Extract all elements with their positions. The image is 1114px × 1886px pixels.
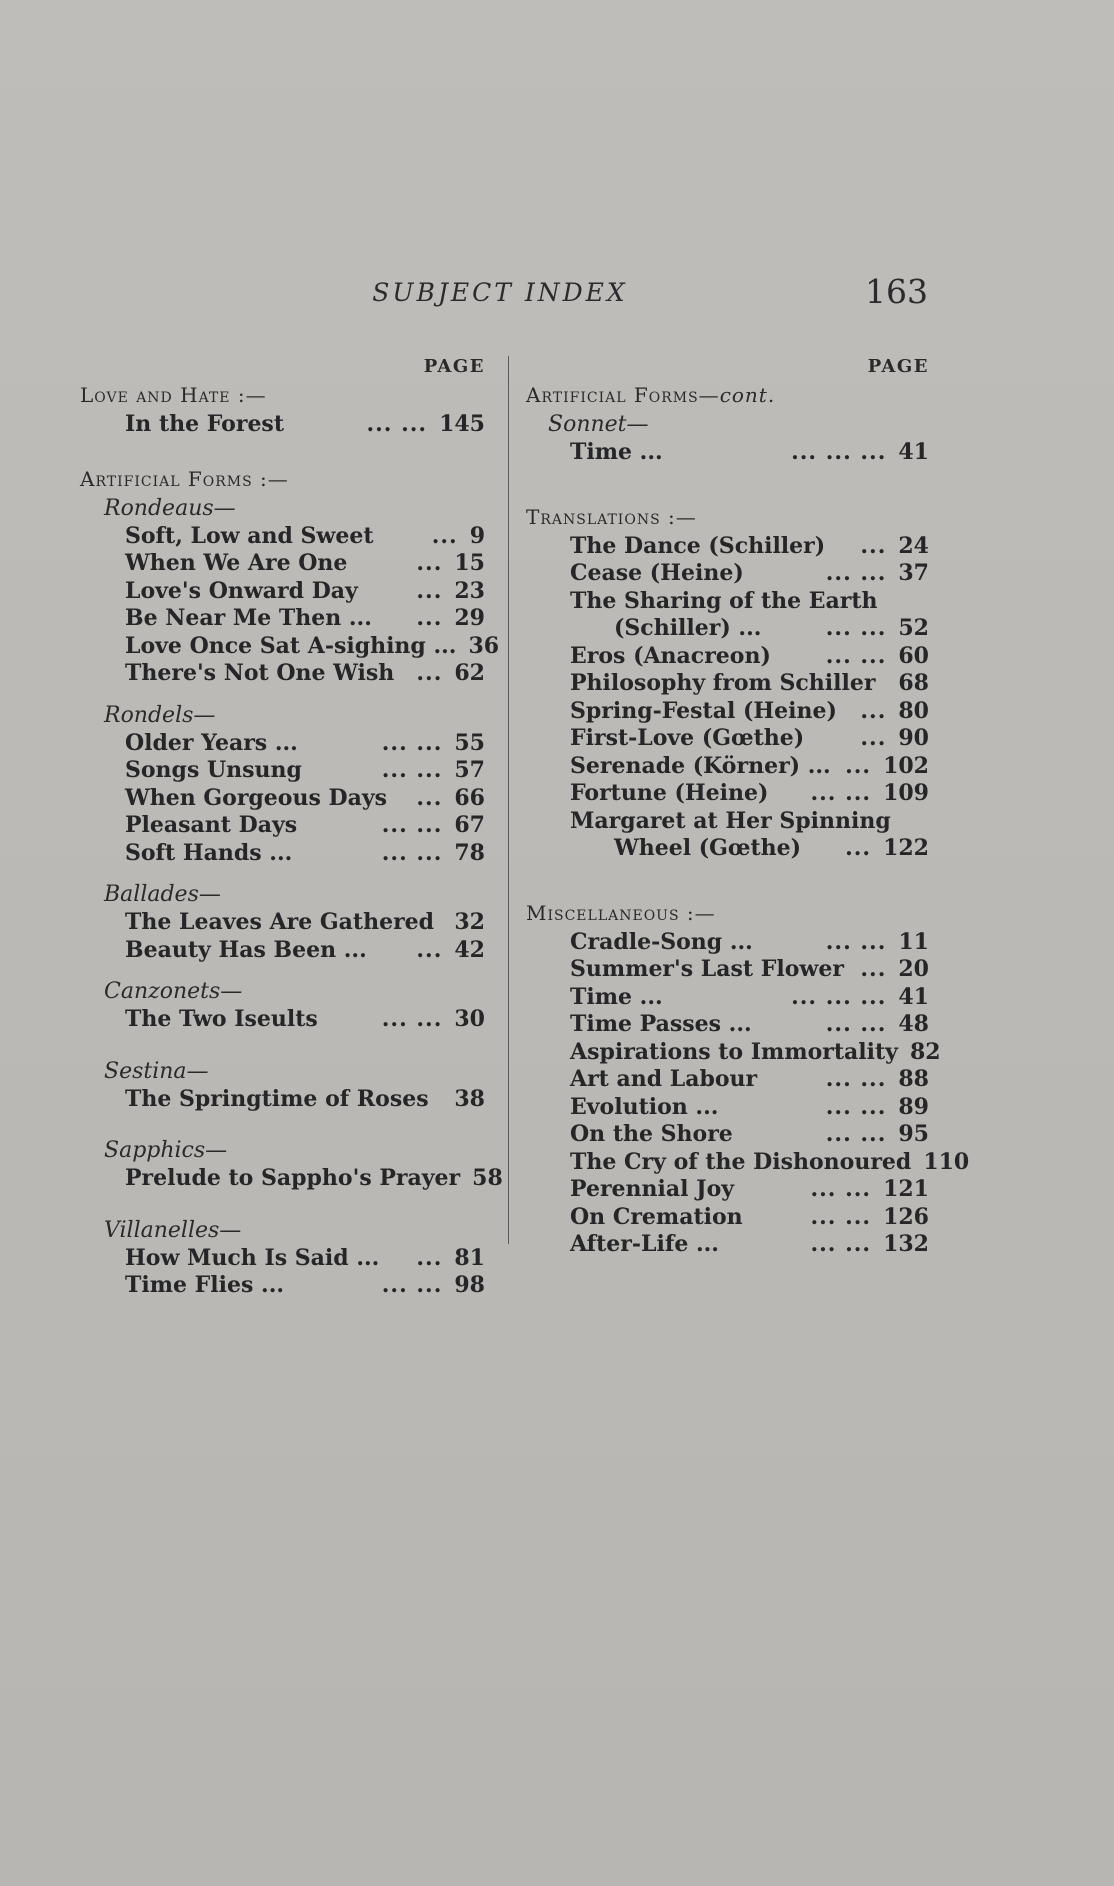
entry-page [911, 1149, 969, 1177]
entry-title: Eros (Anacreon) [570, 642, 771, 669]
entry-leader-dots: ... [416, 784, 443, 811]
index-entry [80, 730, 485, 758]
entry-page [432, 523, 485, 551]
entry-leader-dots: ... [431, 522, 458, 549]
index-entry [80, 605, 485, 633]
entry-leader-dots: ... ... [825, 615, 887, 641]
index-entry [80, 550, 485, 578]
entry-page-number: 30 [454, 1006, 485, 1032]
entry-page-number: 66 [454, 784, 485, 811]
entry-leader-dots: ... ... [810, 780, 872, 806]
index-entry [526, 698, 929, 726]
entry-page-number: 42 [454, 936, 485, 963]
entry-title: Art and Labour [570, 1066, 758, 1092]
index-entry [80, 1006, 485, 1034]
entry-title: Soft Hands ... [125, 839, 293, 866]
index-entry [80, 757, 485, 785]
entry-page-number: 132 [883, 1231, 929, 1257]
entry-leader-dots: ... [860, 725, 887, 751]
entry-page [382, 730, 485, 758]
index-entry [526, 643, 929, 671]
index-entry [526, 956, 929, 984]
entry-leader-dots: ... ... [381, 812, 443, 838]
entry-page [898, 1039, 941, 1067]
entry-title: Time Flies ... [125, 1272, 285, 1298]
section-heading-artificial-forms: Artificial Forms :— [80, 466, 289, 491]
entry-leader-dots: ... [860, 532, 887, 559]
entry-page-number: 89 [898, 1093, 929, 1120]
entry-title: Philosophy from Schiller [570, 670, 876, 696]
entry-page [860, 956, 929, 984]
entry-leader-dots: ... [416, 577, 443, 604]
entry-page-number: 88 [898, 1066, 929, 1092]
entry-leader-dots: ... ... [825, 1121, 887, 1147]
entry-page-number: 29 [454, 605, 485, 631]
entry-page-number: 98 [454, 1272, 485, 1298]
page-column-label: PAGE [867, 356, 929, 377]
index-entry [80, 909, 485, 937]
entry-title: Be Near Me Then ... [125, 605, 372, 631]
index-entry [526, 1204, 929, 1232]
page-number: 163 [865, 272, 928, 311]
entry-page-number: 67 [454, 812, 485, 838]
entry-page-number: 102 [883, 752, 929, 779]
index-entry [526, 984, 929, 1012]
subsection-rondels: Rondels— [104, 702, 216, 728]
entry-title: When Gorgeous Days [125, 784, 388, 811]
index-entry [526, 670, 929, 698]
page-column-label: PAGE [423, 356, 485, 377]
subsection-sapphics: Sapphics— [104, 1138, 228, 1163]
entry-leader-dots: ... ... [825, 560, 887, 586]
entry-page [416, 937, 485, 965]
entry-leader-dots: ... [845, 835, 872, 861]
entry-page-number: 60 [898, 642, 929, 669]
entry-page [456, 633, 499, 661]
entry-title: Fortune (Heine) [570, 780, 769, 806]
translations-entries [526, 533, 929, 863]
entry-leader-dots: ... [416, 936, 443, 963]
entry-leader-dots: ... ... [381, 1006, 443, 1032]
entry-leader-dots: ... [860, 956, 887, 982]
index-entry [80, 1245, 485, 1273]
index-entry [526, 1011, 929, 1039]
entry-page [826, 1011, 929, 1039]
entry-leader-dots: ... ... [381, 757, 443, 783]
miscellaneous-entries [526, 928, 970, 1259]
entry-title: (Schiller) ... [614, 615, 762, 641]
entry-page-number: 80 [898, 697, 929, 724]
section-heading-text: Artificial Forms— [526, 383, 720, 407]
index-entry [80, 523, 485, 551]
entry-page [366, 411, 485, 439]
entry-title: First-Love (Gœthe) [570, 725, 805, 751]
entry-leader-dots: ... ... [366, 411, 428, 437]
entry-page-number: 38 [454, 1085, 485, 1112]
entry-page [886, 670, 929, 698]
entry-title: On the Shore [570, 1121, 733, 1147]
entry-title: In the Forest [125, 411, 284, 437]
entry-title: Cease (Heine) [570, 560, 744, 586]
entry-title: Beauty Has Been ... [125, 936, 367, 963]
subsection-ballades: Ballades— [104, 882, 221, 907]
index-entry [80, 1272, 485, 1300]
entry-title: Serenade (Körner) ... [570, 752, 831, 779]
entry-page [826, 1121, 929, 1149]
entry-leader-dots: ... ... [381, 839, 443, 866]
entry-page [826, 929, 929, 957]
column-divider [508, 356, 509, 1244]
entry-leader-dots: ... ... [825, 928, 887, 955]
entry-page [810, 1231, 929, 1259]
entry-page [460, 1165, 503, 1193]
index-entry [526, 439, 929, 467]
index-entry [80, 411, 485, 439]
entry-page [416, 785, 485, 813]
index-entry [80, 1086, 485, 1114]
index-entry [526, 753, 929, 781]
index-entry [526, 560, 929, 588]
sapphics-entries [80, 1165, 503, 1193]
entry-leader-dots: ... ... [381, 729, 443, 756]
entry-title: The Cry of the Dishonoured [570, 1148, 912, 1175]
entry-title: Perennial Joy [570, 1176, 735, 1202]
entry-page [860, 533, 929, 561]
canzonets-entries [80, 1006, 485, 1034]
entry-page [845, 753, 929, 781]
rondels-entries [80, 730, 485, 868]
entry-page [442, 909, 485, 937]
section-heading-love-and-hate: Love and Hate :— [80, 383, 267, 407]
entry-title: Time ... [570, 983, 663, 1010]
entry-page-number: 109 [883, 780, 929, 806]
rondeaus-entries [80, 522, 500, 688]
entry-page [382, 1272, 485, 1300]
entry-page [826, 615, 929, 643]
entry-page-number: 62 [454, 660, 485, 686]
entry-page-number: 52 [898, 615, 929, 641]
entry-page [845, 835, 929, 863]
entry-title: When We Are One [125, 550, 348, 576]
entry-title: Time ... [570, 439, 663, 465]
entry-title: After-Life ... [570, 1231, 719, 1257]
index-entry [526, 1121, 929, 1149]
index-entry [80, 812, 485, 840]
entry-leader-dots: ... ... [825, 1011, 887, 1037]
entry-page-number: 23 [454, 577, 485, 604]
index-entry [80, 840, 485, 868]
entry-title: The Sharing of the Earth [570, 587, 878, 614]
entry-page-number: 9 [469, 522, 485, 549]
entry-page-number: 81 [454, 1244, 485, 1271]
entry-page-number: 82 [909, 1038, 941, 1065]
entry-page [442, 1086, 485, 1114]
section-heading-miscellaneous: Miscellaneous :— [526, 900, 716, 925]
entry-leader-dots: ... ... [810, 1231, 872, 1257]
index-entry [526, 615, 929, 643]
entry-page [810, 780, 929, 808]
right-column [526, 355, 970, 1259]
subsection-villanelles: Villanelles— [104, 1217, 242, 1243]
entry-page [382, 840, 485, 868]
entry-title: Soft, Low and Sweet [125, 522, 374, 549]
index-entry [526, 1094, 929, 1122]
villanelles-entries [80, 1245, 485, 1300]
entry-leader-dots: ... ... ... [791, 439, 887, 465]
entry-page [860, 725, 929, 753]
running-header-title: SUBJECT INDEX [372, 278, 628, 307]
entry-page [826, 643, 929, 671]
entry-title: Summer's Last Flower [570, 956, 844, 982]
index-entry [80, 1165, 503, 1193]
entry-page [810, 1204, 929, 1232]
entry-page-number: 24 [898, 532, 929, 559]
entry-page [810, 1176, 929, 1204]
subsection-rondeaus: Rondeaus— [104, 495, 236, 521]
index-entry [80, 937, 485, 965]
entry-page-number: 36 [468, 632, 500, 659]
subsection-sestina: Sestina— [104, 1058, 209, 1084]
entry-title: Prelude to Sappho's Prayer [125, 1165, 461, 1191]
entry-page-number: 32 [454, 909, 485, 935]
entry-leader-dots: ... [416, 1244, 443, 1271]
entry-page-number: 15 [454, 550, 485, 576]
entry-page [791, 984, 929, 1012]
section-heading-artificial-forms-cont [526, 379, 929, 411]
entry-leader-dots: ... ... ... [791, 983, 887, 1010]
entry-title: Love's Onward Day [125, 577, 358, 604]
entry-leader-dots: ... ... [825, 1093, 887, 1120]
entry-page [917, 588, 929, 616]
ballades-entries [80, 909, 485, 964]
entry-title: The Springtime of Roses [125, 1085, 429, 1112]
entry-page-number: 11 [898, 928, 929, 955]
entry-title: Evolution ... [570, 1093, 719, 1120]
entry-title: Songs Unsung [125, 757, 302, 783]
entry-title: The Two Iseults [125, 1006, 318, 1032]
entry-page-number: 48 [898, 1011, 929, 1037]
entry-page [382, 812, 485, 840]
entry-title: How Much Is Said ... [125, 1244, 380, 1271]
entry-leader-dots: ... ... [810, 1203, 872, 1230]
index-entry [526, 835, 929, 863]
entry-leader-dots: ... [416, 660, 443, 686]
entry-title: Older Years ... [125, 729, 298, 756]
entry-page [826, 1066, 929, 1094]
index-entry [526, 588, 929, 616]
entry-page-number: 126 [883, 1203, 929, 1230]
subsection-canzonets: Canzonets— [104, 979, 243, 1004]
entry-leader-dots: ... ... [810, 1176, 872, 1202]
entry-page [826, 560, 929, 588]
entry-page-number: 145 [439, 411, 485, 437]
index-entry [526, 533, 929, 561]
index-entry [80, 660, 485, 688]
entry-page-number: 57 [454, 757, 485, 783]
entry-page [416, 578, 485, 606]
entry-leader-dots: ... ... [825, 1066, 887, 1092]
entry-page-number: 55 [454, 729, 485, 756]
entry-page-number: 41 [898, 439, 929, 465]
entry-title: Pleasant Days [125, 812, 298, 838]
section-heading-translations: Translations :— [526, 504, 697, 529]
entry-page-number: 95 [898, 1121, 929, 1147]
entry-leader-dots: ... ... [381, 1272, 443, 1298]
entry-page [382, 757, 485, 785]
entry-title: Spring-Festal (Heine) [570, 697, 837, 724]
section-heading-cont: cont. [719, 383, 776, 407]
entry-leader-dots: ... [860, 697, 887, 724]
entry-page-number: 90 [898, 725, 929, 751]
entry-page [416, 660, 485, 688]
index-entry [526, 1148, 970, 1177]
index-entry [80, 785, 485, 813]
entry-title: The Dance (Schiller) [570, 532, 826, 559]
entry-page [917, 808, 929, 836]
love-and-hate-entries [80, 411, 485, 439]
index-entry [80, 632, 500, 661]
entry-page [382, 1006, 485, 1034]
subsection-sonnet: Sonnet— [548, 412, 649, 437]
index-entry [526, 1176, 929, 1204]
sestina-entries [80, 1086, 485, 1114]
entry-leader-dots: ... [416, 605, 443, 631]
entry-title: Aspirations to Immortality [570, 1038, 898, 1065]
entry-page [416, 1245, 485, 1273]
entry-leader-dots: ... [416, 550, 443, 576]
entry-page-number: 122 [883, 835, 929, 861]
entry-leader-dots: ... [845, 752, 872, 779]
index-entry [526, 929, 929, 957]
entry-title: On Cremation [570, 1203, 743, 1230]
entry-title: Time Passes ... [570, 1011, 752, 1037]
entry-title: Margaret at Her Spinning [570, 807, 891, 834]
index-entry [526, 725, 929, 753]
entry-page-number: 121 [883, 1176, 929, 1202]
entry-page-number: 110 [923, 1148, 970, 1175]
index-entry [526, 1231, 929, 1259]
entry-page-number: 41 [898, 983, 929, 1010]
entry-page [416, 605, 485, 633]
entry-page [416, 550, 485, 578]
sonnet-entries [526, 439, 929, 467]
index-entry [526, 780, 929, 808]
entry-title: Love Once Sat A-sighing ... [125, 632, 457, 659]
entry-page [826, 1094, 929, 1122]
entry-title: The Leaves Are Gathered [125, 909, 435, 935]
entry-page-number: 37 [898, 560, 929, 586]
entry-page-number: 78 [454, 839, 485, 866]
entry-title: Cradle-Song ... [570, 928, 753, 955]
index-entry [526, 1038, 941, 1067]
entry-leader-dots: ... ... [825, 642, 887, 669]
entry-title: There's Not One Wish [125, 660, 395, 686]
entry-page-number: 20 [898, 956, 929, 982]
index-entry [526, 1066, 929, 1094]
entry-page [860, 698, 929, 726]
entry-page [791, 439, 929, 467]
index-entry [80, 578, 485, 606]
entry-title: Wheel (Gœthe) [614, 835, 802, 861]
entry-page-number: 68 [898, 670, 929, 696]
index-entry [526, 808, 929, 836]
left-column [80, 355, 503, 1300]
entry-page-number: 58 [472, 1165, 503, 1191]
